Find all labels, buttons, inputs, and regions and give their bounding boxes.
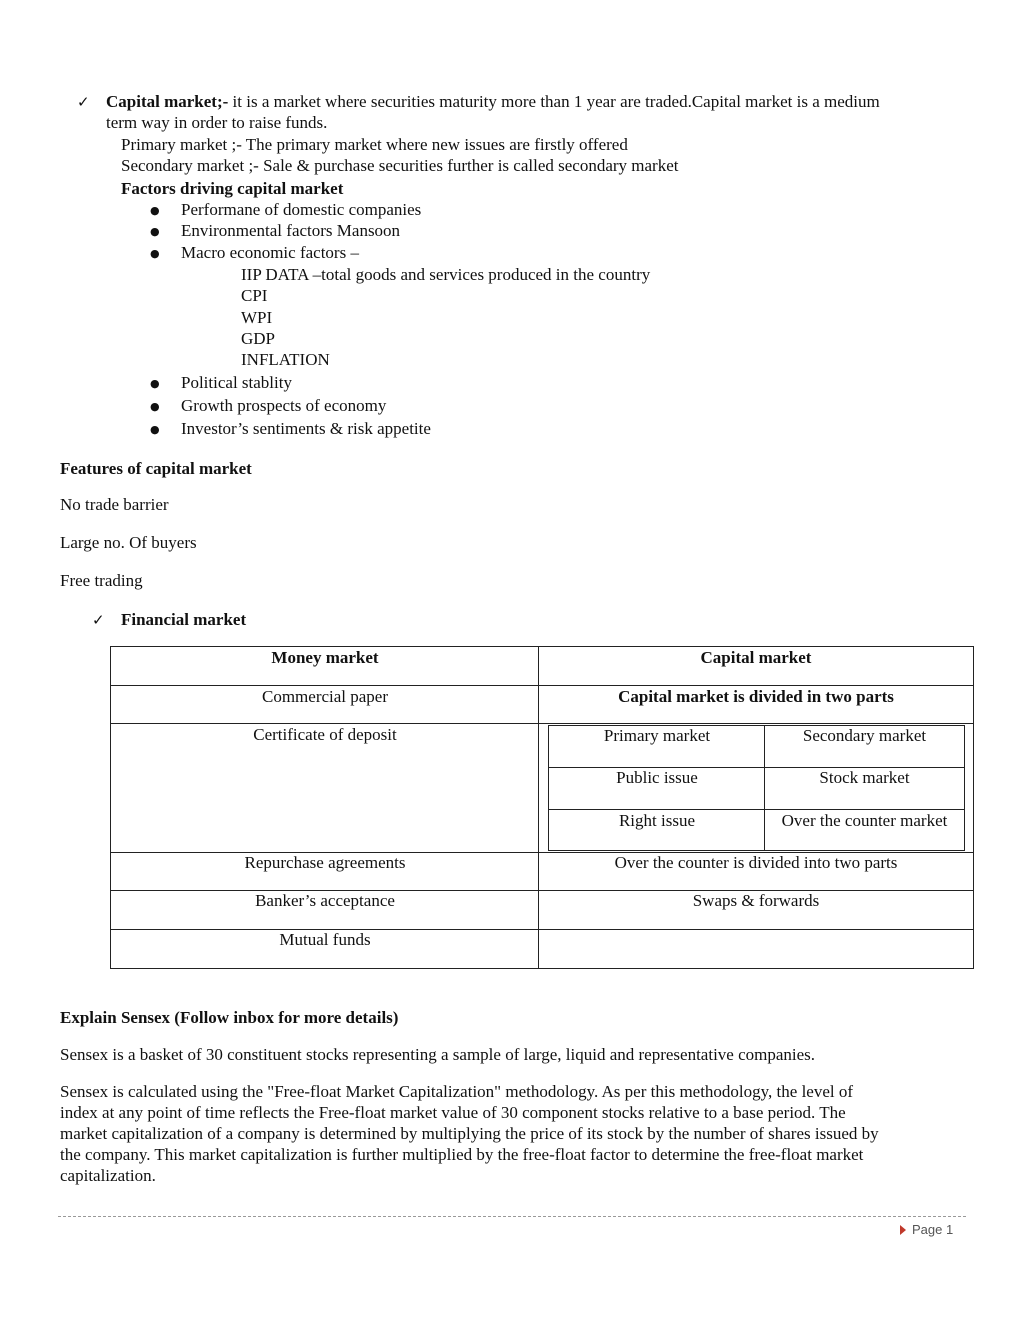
capital-market-definition: it is a market where securities maturity more than 1 year are traded.Capital market is a medium	[228, 92, 880, 111]
capital-market-divided: Capital market is divided in two parts	[618, 687, 894, 706]
sensex-heading: Explain Sensex (Follow inbox for more details)	[60, 1008, 399, 1027]
page-number	[900, 1221, 953, 1239]
bullet-icon: ●	[150, 400, 160, 413]
features-heading: Features of capital market	[60, 459, 252, 478]
nested-table-divider	[764, 725, 765, 851]
sensex-paragraph-2-line: Sensex is calculated using the "Free-float Market Capitalization" methodology. As per this methodology, the level of	[60, 1082, 854, 1101]
factor-item: Environmental factors Mansoon	[181, 221, 401, 240]
financial-market-heading: Financial market	[121, 610, 247, 629]
table-rule	[110, 723, 974, 724]
sensex-paragraph-2-line: capitalization.	[60, 1166, 156, 1185]
macro-item: GDP	[241, 329, 276, 348]
feature-item: Free trading	[60, 571, 143, 590]
nested-cell: Stock market	[819, 768, 910, 787]
nested-cell: Right issue	[618, 811, 696, 830]
bullet-icon: ●	[150, 225, 160, 238]
factor-item: Investor’s sentiments & risk appetite	[181, 419, 431, 438]
table-divider	[538, 646, 539, 969]
triangle-right-icon	[900, 1225, 906, 1235]
nested-table-rule	[548, 809, 965, 810]
bullet-icon: ●	[150, 204, 160, 217]
factors-heading: Factors driving capital market	[121, 179, 344, 198]
feature-item: No trade barrier	[60, 495, 169, 514]
factor-item: Performane of domestic companies	[181, 200, 422, 219]
money-market-item: Mutual funds	[279, 930, 371, 949]
bullet-icon: ●	[150, 423, 160, 436]
macro-item: IIP DATA –total goods and services produced in the country	[241, 265, 651, 284]
money-market-item: Repurchase agreements	[244, 853, 406, 872]
swaps-forwards: Swaps & forwards	[692, 891, 820, 910]
macro-item: INFLATION	[241, 350, 330, 369]
capital-market-definition-cont: term way in order to raise funds.	[106, 113, 328, 132]
bullet-icon: ●	[150, 377, 160, 390]
macro-item: CPI	[241, 286, 268, 305]
checkmark-icon: ✓	[77, 93, 90, 111]
nested-header-secondary: Secondary market	[802, 726, 927, 745]
factor-item: Macro economic factors –	[181, 243, 359, 262]
secondary-market-text: Secondary market ;- Sale & purchase securities further is called secondary market	[121, 156, 679, 175]
capital-market-header: Capital market	[700, 648, 812, 667]
sensex-paragraph-2-line: index at any point of time reflects the Free-float market value of 30 component stocks relative to a base period. The	[60, 1103, 846, 1122]
nested-cell: Public issue	[616, 768, 698, 787]
sensex-paragraph-1: Sensex is a basket of 30 constituent stocks representing a sample of large, liquid and representative companies.	[60, 1045, 816, 1064]
checkmark-icon: ✓	[92, 611, 105, 629]
sensex-paragraph-2-line: market capitalization of a company is determined by multiplying the price of its stock by the number of shares issued by	[60, 1124, 879, 1143]
sensex-paragraph-2-line: the company. This market capitalization is further multiplied by the free-float factor to determine the free-float market	[60, 1145, 864, 1164]
page-label: Page 1	[912, 1222, 954, 1237]
factor-item: Growth prospects of economy	[181, 396, 387, 415]
capital-market-title: Capital market;-	[106, 92, 229, 111]
capital-market-line	[106, 92, 880, 112]
footer-divider	[58, 1216, 966, 1217]
feature-item: Large no. Of buyers	[60, 533, 197, 552]
macro-item: WPI	[241, 308, 273, 327]
otc-divided: Over the counter is divided into two parts	[614, 853, 898, 872]
nested-cell: Over the counter market	[781, 811, 948, 830]
bullet-icon: ●	[150, 247, 160, 260]
table-rule	[110, 685, 974, 686]
money-market-item: Certificate of deposit	[253, 725, 397, 744]
money-market-item: Commercial paper	[261, 687, 389, 706]
factor-item: Political stablity	[181, 373, 292, 392]
money-market-item: Banker’s acceptance	[255, 891, 395, 910]
money-market-header: Money market	[271, 648, 379, 667]
primary-market-text: Primary market ;- The primary market where new issues are firstly offered	[121, 135, 628, 154]
nested-header-primary: Primary market	[603, 726, 711, 745]
